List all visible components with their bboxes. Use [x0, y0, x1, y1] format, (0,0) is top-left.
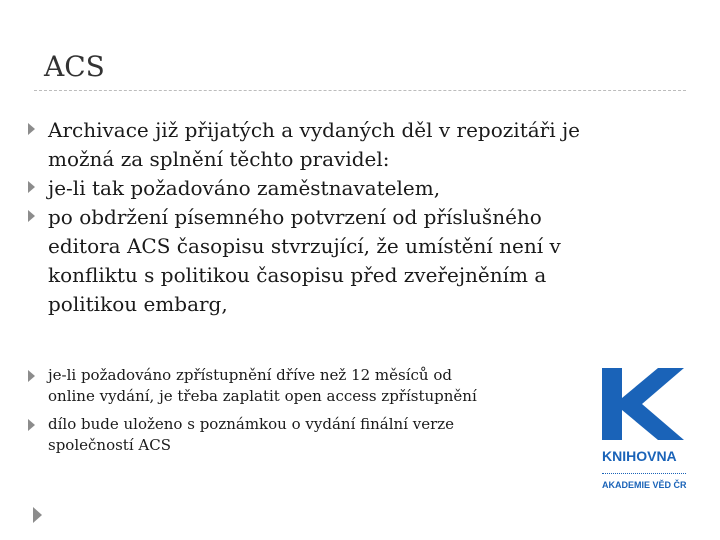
list-item-line: editora ACS časopisu stvrzující, že umístění není v [48, 234, 561, 258]
title-divider [34, 90, 686, 91]
list-item-line: politikou embarg, [48, 292, 228, 316]
list-item [48, 203, 561, 319]
list-item-line: společností ACS [48, 436, 171, 454]
logo-divider [602, 473, 686, 474]
list-item-line: je-li požadováno zpřístupnění dříve než 12 měsíců od [48, 366, 452, 384]
bullet-icon [28, 370, 35, 382]
knihovna-logo [598, 368, 690, 498]
list-item [48, 365, 477, 407]
list-item-line: možná za splnění těchto pravidel: [48, 147, 390, 171]
list-item-line: online vydání, je třeba zaplatit open access zpřístupnění [48, 387, 477, 405]
list-item-line: po obdržení písemného potvrzení od příslušného [48, 205, 542, 229]
k-letter-logo-icon [602, 368, 684, 440]
list-item-line: je-li tak požadováno zaměstnavatelem, [48, 176, 441, 200]
logo-name: KNIHOVNA [602, 448, 677, 464]
list-item-line: konfliktu s politikou časopisu před zveřejněním a [48, 263, 547, 287]
page-title: ACS [44, 50, 105, 83]
logo-subtitle: AKADEMIE VĚD ČR [602, 480, 687, 490]
list-item [48, 414, 454, 456]
list-item-line: Archivace již přijatých a vydaných děl v repozitáři je [48, 118, 581, 142]
corner-arrow-icon [33, 507, 42, 523]
bullet-icon [28, 210, 35, 222]
list-item-line: dílo bude uloženo s poznámkou o vydání finální verze [48, 415, 455, 433]
bullet-icon [28, 123, 35, 135]
bullet-icon [28, 181, 35, 193]
bullet-icon [28, 419, 35, 431]
list-item [48, 174, 440, 203]
list-item [48, 116, 580, 174]
